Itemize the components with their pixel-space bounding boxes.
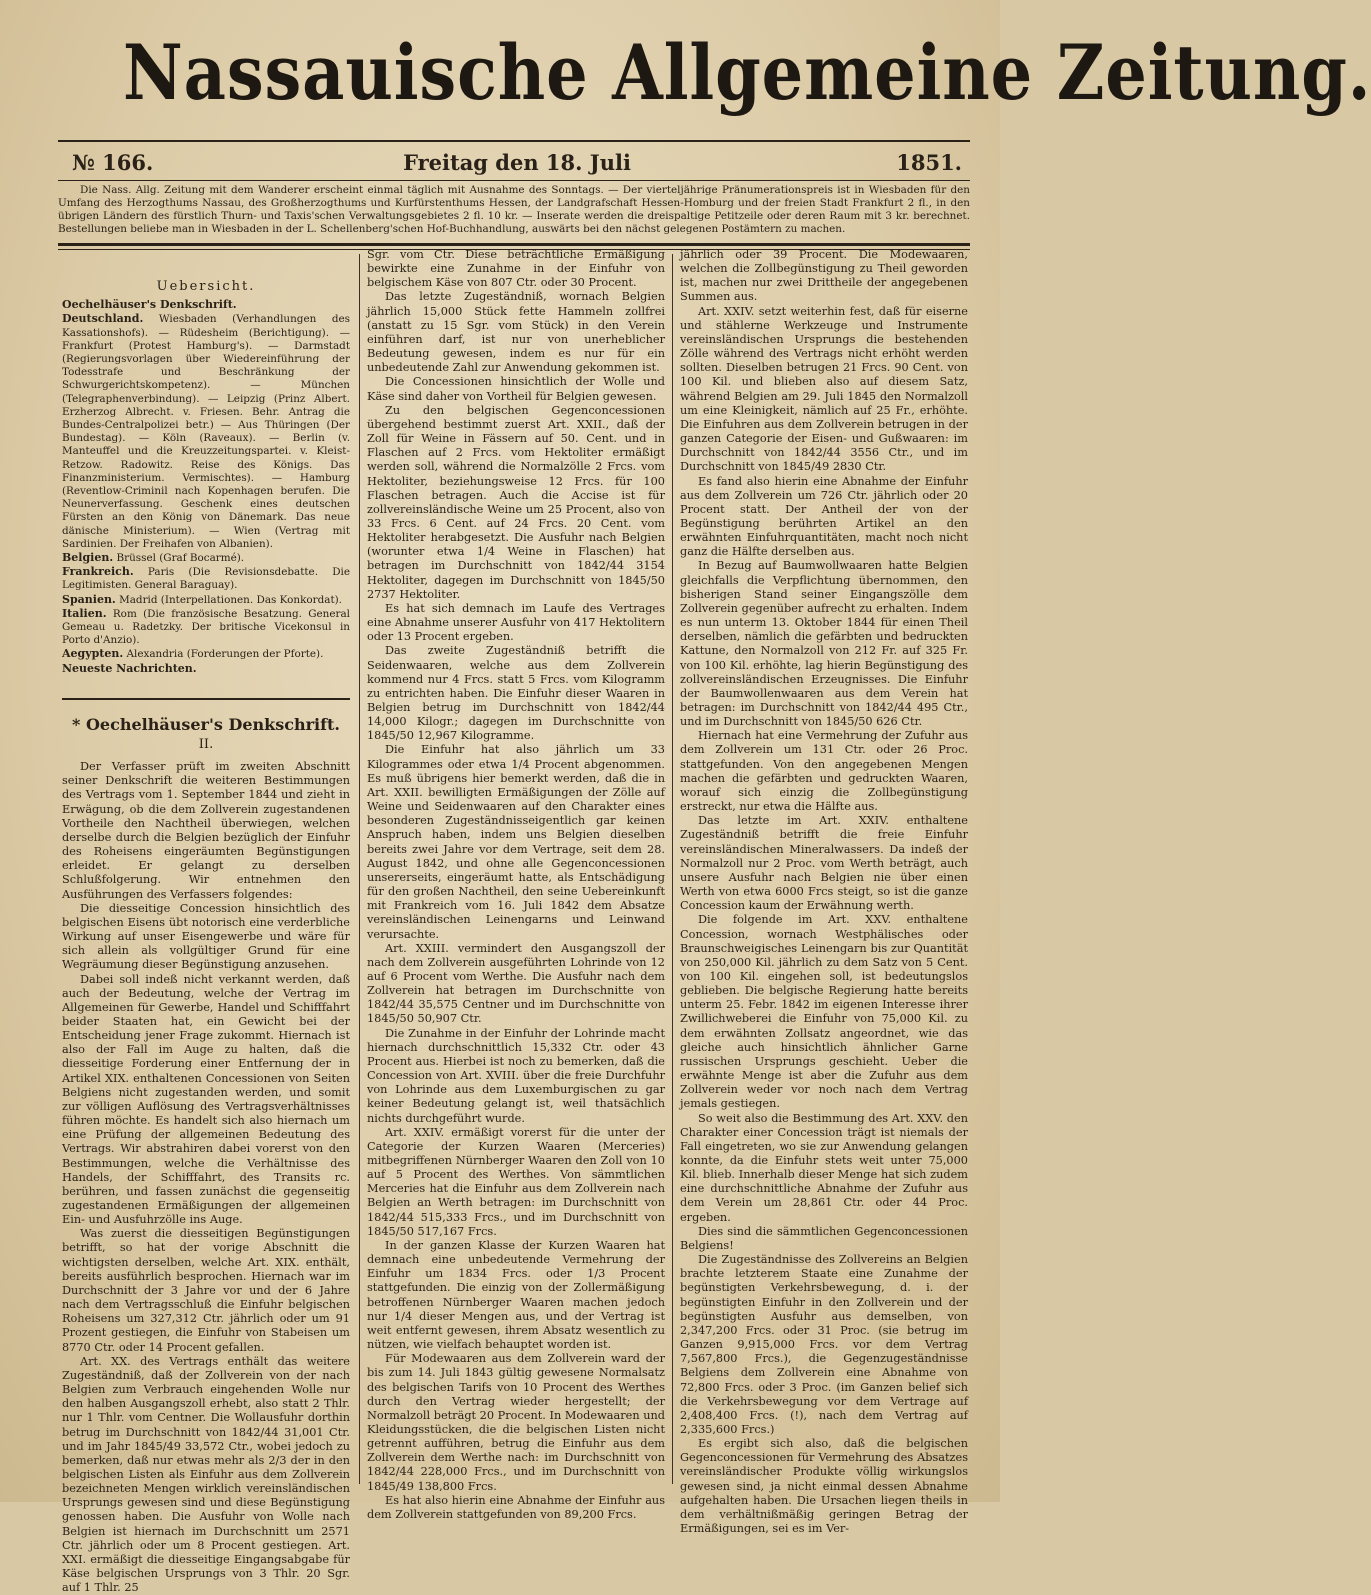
article-title: * Oechelhäuser's Denkschrift. (72, 714, 340, 734)
article-paragraph: Für Modewaaren aus dem Zollverein ward der bis zum 14. Juli 1843 gültig gewesene Normalsatz des belgischen Tarifs von 10 Procent des Werthes durch den Vertrag wieder hergestellt; der Normalzoll beträgt 20 Procent. In Modewaaren und Kleidungsstücken, die die belgischen Listen nicht getrennt aufführen, betrug die Einfuhr aus dem Zollverein dem Werthe nach: im Durchschnitt von 1842/44 228,000 Frcs., und im Durchschnitt von 1845/49 138,800 Frcs. (367, 1352, 665, 1493)
column-divider (359, 254, 360, 1484)
toc-item: Italien. Rom (Die französische Besatzung. General Gemeau u. Radetzky. Der britische Vicekonsul in Porto d'Anzio). (62, 606, 351, 647)
dateline (72, 150, 962, 178)
article-paragraph: Die folgende im Art. XXV. enthaltene Concession, wornach Westphälisches oder Braunschweigisches Leinengarn bis zur Quantität von 250,000 Kil. jährlich zu dem Satz von 5 Cent. von 100 Kil. eingehen soll, ist bedeutungslos geblieben. Die belgische Regierung hatte bereits unterm 25. Febr. 1842 im eigenen Interesse ihrer Zwillichweberei die Einfuhr von 75,000 Kil. zu dem erwähnten Zollsatz angeordnet, wie das gleiche auch hinsichtlich ähnlicher Garne russischen Ursprungs geschieht. Ueber die erwähnte Menge ist aber die Zufuhr aus dem Zollverein weder vor noch nach dem Vertrag jemals gestiegen. (680, 913, 968, 1111)
article-paragraph: Art. XXIV. setzt weiterhin fest, daß für eiserne und stählerne Werkzeuge und Instrumente vereinsländischen Ursprungs die bestehenden Zölle während des Vertrags nicht erhöht werden sollten. Dieselben betrugen 21 Frcs. 90 Cent. von 100 Kil. und blieben also auf diesem Satz, während Belgien am 29. Juli 1845 den Normalzoll um eine Kleinigkeit, nämlich auf 25 Fr., erhöhte. Die Einfuhren aus dem Zollverein betrugen in der ganzen Categorie der Eisen- und Gußwaaren: im Durchschnitt von 1842/44 3556 Ctr., und im Durchschnitt von 1845/49 2830 Ctr. (680, 304, 968, 474)
article-paragraph: Das letzte im Art. XXIV. enthaltene Zugeständniß betrifft die freie Einfuhr vereinsländischen Mineralwassers. Da indeß der Normalzoll nur 2 Proc. vom Werth beträgt, auch unsere Ausfuhr nach Belgien nie über einen Werth von etwa 6000 Frcs steigt, so ist die ganze Concession kaum der Erwähnung werth. (680, 814, 968, 913)
column-2 (367, 248, 665, 1521)
toc-item: Deutschland. Wiesbaden (Verhandlungen des Kassationshofs). — Rüdesheim (Berichtigung). — Frankfurt (Protest Hamburg's). — Darmstadt (Regierungsvorlagen über Wiedereinführung der Todesstrafe und Beschränkung der Schwurgerichtskompetenz). — München (Telegraphenverbindung). — Leipzig (Prinz Albert. Erzherzog Albrecht. v. Friesen. Behr. Antrag die Bundes-Centralpolizei betr.) — Aus Thüringen (Der Bundestag). — Köln (Raveaux). — Berlin (v. Manteuffel und die Kreuzzeitungspartei. v. Kleist-Retzow. Radowitz. Reise des Königs. Das Finanzministerium. Vermischtes). — Hamburg (Reventlow-Criminil nach Kopenhagen berufen. Die Neunerverfassung. Geschenk eines deutschen Fürsten an den König von Dänemark. Das neue dänische Ministerium). — Wien (Vertrag mit Sardinien. Der Freihafen von Albanien). (62, 312, 350, 550)
article-paragraph: Der Verfasser prüft im zweiten Abschnitt seiner Denkschrift die weiteren Bestimmungen des Vertrags vom 1. September 1844 und zieht in Erwägung, ob die dem Zollverein zugestandenen Vortheile den Nachtheil überwiegen, welchen derselbe durch die Belgien bezüglich der Einfuhr des Roheisens eingeräumten Begünstigungen erleidet. Er gelangt zu derselben Schlußfolgerung. Wir entnehmen den Ausführungen des Verfassers folgendes: (62, 760, 350, 901)
section-separator (62, 698, 350, 700)
toc-item: Neueste Nachrichten. (62, 661, 197, 675)
top-rule (58, 140, 970, 142)
toc-item: Oechelhäuser's Denkschrift. (62, 298, 237, 312)
article-paragraph: Es hat also hierin eine Abnahme der Einfuhr aus dem Zollverein stattgefunden von 89,200 Frcs. (367, 1493, 665, 1521)
article-paragraph: Sgr. vom Ctr. Diese beträchtliche Ermäßigung bewirkte eine Zunahme in der Einfuhr von belgischem Käse von 807 Ctr. oder 30 Procent. (367, 248, 665, 290)
article-paragraph: jährlich oder 39 Procent. Die Modewaaren, welchen die Zollbegünstigung zu Theil geworden ist, machen nur zwei Drittheile der angegebenen Summen aus. (680, 248, 968, 304)
masthead: Nassauische Allgemeine Zeitung. (123, 28, 1371, 117)
header-rule-thick (58, 243, 970, 246)
article-paragraph: Art. XXIV. ermäßigt vorerst für die unter der Categorie der Kurzen Waaren (Merceries) mitbegriffenen Nürnberger Waaren den Zoll von 10 auf 5 Procent des Werthes. Von sämmtlichen Merceries hat die Einfuhr aus dem Zollverein nach Belgien an Werth betragen: im Durchschnitt von 1842/44 515,333 Frcs., und im Durchschnitt von 1845/50 517,167 Frcs. (367, 1125, 665, 1238)
column-3 (680, 248, 968, 1536)
article-paragraph: Es fand also hierin eine Abnahme der Einfuhr aus dem Zollverein um 726 Ctr. jährlich oder 20 Procent statt. Der Antheil der von der Begünstigung berührten Artikel an den erwähnten Einfuhrquantitäten, macht noch nicht ganz die Hälfte derselben aus. (680, 474, 968, 559)
article-paragraph: Dies sind die sämmtlichen Gegenconcessionen Belgiens! (680, 1224, 968, 1252)
article-paragraph: Dabei soll indeß nicht verkannt werden, daß auch der Bedeutung, welche der Vertrag im Allgemeinen für Gewerbe, Handel und Schifffahrt beider Staaten hat, ein Gewicht bei der Entscheidung jener Frage zukommt. Hiernach ist also der Fall im Auge zu halten, daß die diesseitige Forderung einer Entfernung der in Artikel XIX. enthaltenen Concessionen von Seiten Belgiens nicht zugestanden werden, und somit zur völligen Auflösung des Vertragsverhältnisses führen möchte. Es handelt sich also hiernach um eine Prüfung der allgemeinen Bedeutung des Vertrags. Wir abstrahiren dabei vorerst von den Bestimmungen, welche die Verhältnisse des Handels, der Schifffahrt, des Transits rc. berühren, und fassen zunächst die gegenseitig zugestandenen Ermäßigungen der allgemeinen Ein- und Ausfuhrzölle ins Auge. (62, 972, 350, 1227)
toc-item: Belgien. Brüssel (Graf Bocarmé). (62, 551, 245, 565)
dateline-rule (58, 180, 970, 181)
article-paragraph: Die diesseitige Concession hinsichtlich des belgischen Eisens übt notorisch eine verderbliche Wirkung auf unser Eisengewerbe und wäre für sich allein als vollgültiger Grund für eine Wegräumung dieser Begünstigung anzusehen. (62, 901, 350, 972)
article-paragraph: Was zuerst die diesseitigen Begünstigungen betrifft, so hat der vorige Abschnitt die wichtigsten derselben, welche Art. XIX. enthält, bereits ausführlich besprochen. Hiernach war im Durchschnitt der 3 Jahre vor und der 6 Jahre nach dem Vertragsschluß die Einfuhr belgischen Roheisens um 327,312 Ctr. jährlich oder um 91 Prozent gestiegen, die Einfuhr von Stabeisen um 8770 Ctr. oder 14 Procent gefallen. (62, 1227, 350, 1354)
article-paragraph: Die Concessionen hinsichtlich der Wolle und Käse sind daher von Vortheil für Belgien gewesen. (367, 375, 665, 403)
subscription-notice-text: Die Nass. Allg. Zeitung mit dem Wanderer erscheint einmal täglich mit Ausnahme des Sonntags. — Der vierteljährige Pränumerationspreis ist in Wiesbaden für den Umfang des Herzogthums Nassau, des Großherzogthums und Kurfürstenthums Hessen, der Landgrafschaft Hessen-Homburg und der freien Stadt Frankfurt 2 fl., in den übrigen Ländern des fürstlich Thurn- und Taxis'schen Verwaltungsgebietes 2 fl. 10 kr. — Inserate werden die dreispaltige Petitzeile oder deren Raum mit 3 kr. berechnet. Bestellungen beliebe man in Wiesbaden in der L. Schellenberg'schen Hof-Buchhandlung, auswärts bei den nächst gelegenen Postämtern zu machen. (58, 184, 970, 235)
article-part: II. (198, 737, 214, 752)
article-paragraph: In Bezug auf Baumwollwaaren hatte Belgien gleichfalls die Verpflichtung übernommen, den bisherigen Stand seiner Eingangszölle dem Zollverein gegenüber aufrecht zu erhalten. Indem es nun unterm 13. Oktober 1844 für einen Theil derselben, nämlich die gefärbten und bedruckten Kattune, den Normalzoll von 212 Fr. auf 325 Fr. von 100 Kil. erhöhte, lag hierin Begünstigung des zollvereinsländischen Erzeugnisses. Die Einfuhr der Baumwollenwaaren aus dem Verein hat betragen: im Durchschnitt von 1842/44 495 Ctr., und im Durchschnitt von 1845/50 626 Ctr. (680, 559, 968, 729)
article-paragraph: Es ergibt sich also, daß die belgischen Gegenconcessionen für Vermehrung des Absatzes vereinsländischer Produkte völlig wirkungslos gewesen sind, ja nicht einmal dessen Abnahme aufgehalten haben. Die Ursachen liegen theils in dem verhältnißmäßig geringen Betrag der Ermäßigungen, sei es im Ver- (680, 1437, 968, 1536)
article-paragraph: Zu den belgischen Gegenconcessionen übergehend bestimmt zuerst Art. XXII., daß der Zoll für Weine in Fässern auf 50. Cent. und in Flaschen auf 2 Frcs. vom Hektoliter ermäßigt werden soll, während die Normalzölle 2 Frcs. vom Hektoliter, beziehungsweise 12 Frcs. für 100 Flaschen betragen. Auch die Accise ist für zollvereinsländische Weine um 25 Procent, also von 33 Frcs. 6 Cent. auf 24 Frcs. 20 Cent. vom Hektoliter herabgesetzt. Die Ausfuhr nach Belgien (worunter etwa 1/4 Weine in Flaschen) hat betragen im Durchschnitt von 1842/44 3154 Hektoliter, dagegen im Durchschnitt von 1845/50 2737 Hektoliter. (367, 403, 665, 601)
article-paragraph: Art. XXIII. vermindert den Ausgangszoll der nach dem Zollverein ausgeführten Lohrinde von 12 auf 6 Procent vom Werthe. Die Ausfuhr nach dem Zollverein hat betragen im Durchschnitte von 1842/44 35,575 Centner und im Durchschnitte von 1845/50 50,907 Ctr. (367, 941, 665, 1026)
issue-year: 1851. (896, 150, 962, 175)
article-paragraph: Die Zugeständnisse des Zollvereins an Belgien brachte letzterem Staate eine Zunahme der begünstigten Verkehrsbewegung, d. i. der begünstigten Einfuhr in den Zollverein und der begünstigten Ausfuhr aus demselben, von 2,347,200 Frcs. oder 31 Proc. (sie betrug im Ganzen 9,915,000 Frcs. vor dem Vertrag 7,567,800 Frcs.), die Gegenzugeständnisse Belgiens dem Zollverein eine Abnahme von 72,800 Frcs. oder 3 Proc. (im Ganzen belief sich die Verkehrsbewegung vor dem Vertrage auf 2,408,400 Frcs. (!), nach dem Vertrag auf 2,335,600 Frcs.) (680, 1253, 968, 1436)
article-paragraph: Es hat sich demnach im Laufe des Vertrages eine Abnahme unserer Ausfuhr von 417 Hektolitern oder 13 Procent ergeben. (367, 601, 665, 644)
toc-item: Aegypten. Alexandria (Forderungen der Pforte). (62, 647, 324, 661)
toc-item: Spanien. Madrid (Interpellationen. Das Konkordat). (62, 592, 342, 606)
article-paragraph: In der ganzen Klasse der Kurzen Waaren hat demnach eine unbedeutende Vermehrung der Einfuhr um 1834 Frcs. oder 1/3 Procent stattgefunden. Die einzig von der Zollermäßigung betroffenen Nürnberger Waaren machen jedoch nur 1/4 dieser Mengen aus, und der Vertrag ist weit entfernt gewesen, ihrem Absatz wesentlich zu nützen, wie vielfach behauptet worden ist. (367, 1238, 665, 1352)
article-paragraph: Hiernach hat eine Vermehrung der Zufuhr aus dem Zollverein um 131 Ctr. oder 26 Proc. stattgefunden. Von den angegebenen Mengen machen die gefärbten und gedruckten Waaren, worauf sich einzig die Zollbegünstigung erstreckt, nur etwa die Hälfte aus. (680, 729, 968, 814)
article-paragraph: So weit also die Bestimmung des Art. XXV. den Charakter einer Concession trägt ist niemals der Fall eingetreten, wo sie zur Anwendung gelangen konnte, da die Einfuhr stets weit unter 75,000 Kil. blieb. Innerhalb dieser Menge hat sich zudem eine durchschnittliche Abnahme der Zufuhr aus dem Verein um 28,861 Ctr. oder 44 Proc. ergeben. (680, 1111, 968, 1224)
subscription-notice (58, 184, 970, 236)
toc-title: Uebersicht. (156, 279, 256, 294)
column-divider (672, 254, 673, 1484)
article-paragraph: Das letzte Zugeständniß, wornach Belgien jährlich 15,000 Stück fette Hammeln zollfrei (anstatt zu 15 Sgr. vom Stück) in den Verein einführen darf, ist nur von unerheblicher Bedeutung gewesen, indem es nur für ein unbedeutende Zahl zur Anwendung gekommen ist. (367, 290, 665, 375)
toc-list (62, 298, 350, 676)
column-1 (62, 262, 351, 1595)
article-paragraph: Die Zunahme in der Einfuhr der Lohrinde macht hiernach durchschnittlich 15,332 Ctr. oder 43 Procent aus. Hierbei ist noch zu bemerken, daß die Concession von Art. XVIII. über die freie Durchfuhr von Lohrinde aus dem Luxemburgischen zu gar keiner Bedeutung gelangt ist, weil thatsächlich nichts durchgeführt wurde. (367, 1026, 665, 1125)
article-paragraph: Art. XX. des Vertrags enthält das weitere Zugeständniß, daß der Zollverein von der nach Belgien zum Verbrauch eingehenden Wolle nur den halben Ausgangszoll erhebt, also statt 2 Thlr. nur 1 Thlr. vom Centner. Die Wollausfuhr dorthin betrug im Durchschnitt von 1842/44 31,001 Ctr. und im Jahr 1845/49 33,572 Ctr., wobei jedoch zu bemerken, daß nur etwas mehr als 2/3 der in den belgischen Listen als Einfuhr aus dem Zollverein bezeichneten Mengen wirklich vereinsländischen Ursprungs gewesen sind und diese Begünstigung genossen haben. Die Ausfuhr von Wolle nach Belgien ist hiernach im Durchschnitt um 2571 Ctr. jährlich oder um 8 Procent gestiegen. Art. XXI. ermäßigt die diesseitige Eingangsabgabe für Käse belgischen Ursprungs von 3 Thlr. 20 Sgr. auf 1 Thlr. 25 (62, 1354, 350, 1595)
issue-number: № 166. (72, 150, 154, 175)
article-paragraph: Die Einfuhr hat also jährlich um 33 Kilogrammes oder etwa 1/4 Procent abgenommen. Es muß übrigens hier bemerkt werden, daß die in Art. XXII. bewilligten Ermäßigungen der Zölle auf Weine und Seidenwaaren auf den Charakter eines besonderen Zugeständnisseigentlich gar keinen Anspruch haben, indem uns Belgien dieselben bereits zwei Jahre vor dem Vertrage, seit dem 28. August 1842, und ohne alle Gegenconcessionen unsererseits, eingeräumt hatte, als Entschädigung für den großen Nachtheil, den seine Uebereinkunft mit Frankreich vom 16. Juli 1842 dem Absatze vereinsländischen Leinengarns und Leinwand verursachte. (367, 743, 665, 941)
issue-date: Freitag den 18. Juli (403, 150, 631, 175)
toc-item: Frankreich. Paris (Die Revisionsdebatte. Die Legitimisten. General Baraguay). (62, 565, 350, 592)
article-paragraph: Das zweite Zugeständniß betrifft die Seidenwaaren, welche aus dem Zollverein kommend nur 4 Frcs. statt 5 Frcs. vom Kilogramm zu entrichten haben. Die Einfuhr dieser Waaren in Belgien betrug im Durchschnitt von 1842/44 14,000 Kilogr.; dagegen im Durchschnitte von 1845/50 12,967 Kilogramme. (367, 644, 665, 743)
